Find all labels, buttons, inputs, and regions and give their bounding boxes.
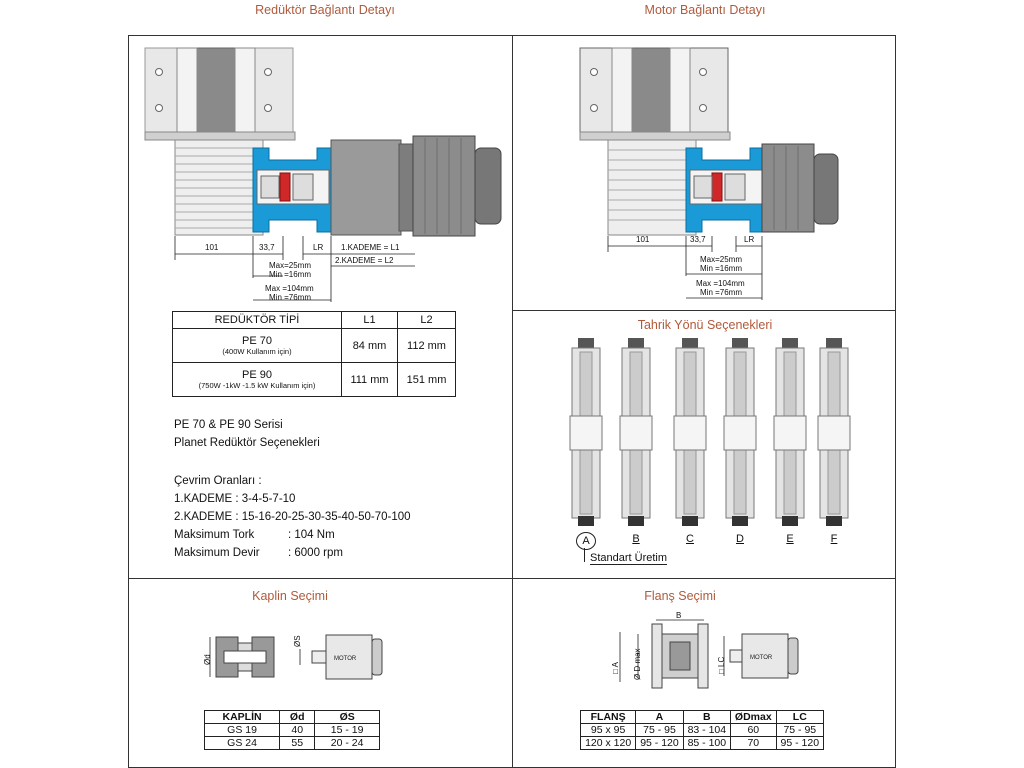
motor-dim-lr: LR xyxy=(744,235,755,244)
table-header: L1 xyxy=(342,312,398,329)
reducer-type: PE 70 xyxy=(242,335,272,347)
flange-b-label: B xyxy=(676,612,682,620)
table-header: A xyxy=(636,711,683,724)
table-cell: 70 xyxy=(731,737,777,750)
reducer-motor xyxy=(413,136,475,236)
flange-a-label: □ A xyxy=(611,662,620,674)
motor-coupling xyxy=(712,173,722,201)
reducer-drawing xyxy=(135,40,507,308)
reducer-gearbox xyxy=(331,140,401,235)
table-header: B xyxy=(683,711,730,724)
series-line-1: PE 70 & PE 90 Serisi xyxy=(174,419,283,431)
table-cell: 95 x 95 xyxy=(581,724,636,737)
dim-min16: Min =16mm xyxy=(269,270,312,279)
max-torque-value: : 104 Nm xyxy=(288,529,335,541)
max-speed-value: : 6000 rpm xyxy=(288,547,343,559)
coupling-os-label: ØS xyxy=(293,635,302,647)
drive-letter-f: F xyxy=(830,533,838,545)
dim-lr: LR xyxy=(313,243,324,252)
dim-max25: Max=25mm xyxy=(269,261,312,270)
drive-option-b xyxy=(620,338,652,526)
coupling-motor-label: MOTOR xyxy=(334,656,357,662)
max-speed-label: Maksimum Devir xyxy=(174,547,260,559)
table-cell: 83 - 104 xyxy=(683,724,730,737)
flange-drawing xyxy=(600,612,810,694)
flange-table xyxy=(580,710,824,750)
ratios-label: Çevrim Oranları : xyxy=(174,475,262,487)
table-row xyxy=(173,363,456,397)
coupling-table xyxy=(204,710,380,750)
reducer-title: Redüktör Bağlantı Detayı xyxy=(255,3,395,17)
table-row xyxy=(173,329,456,363)
motor-drawing xyxy=(570,40,850,302)
reducer-coupling xyxy=(280,173,290,201)
flange-motor-label: MOTOR xyxy=(750,655,773,661)
table-cell: 120 x 120 xyxy=(581,737,636,750)
drive-letter-d: D xyxy=(736,533,744,545)
drive-letter-c: C xyxy=(686,533,694,545)
table-cell: GS 24 xyxy=(205,737,280,750)
reducer-type: PE 90 xyxy=(242,369,272,381)
drive-letter-e: E xyxy=(786,533,794,545)
drive-option-a xyxy=(570,338,602,526)
drive-option-e xyxy=(774,338,806,526)
series-line-2: Planet Redüktör Seçenekleri xyxy=(174,437,320,449)
standard-leader-line xyxy=(584,548,585,562)
drive-letter-b: B xyxy=(632,533,640,545)
table-cell: 95 - 120 xyxy=(776,737,823,750)
ratios-stage2: 2.KADEME : 15-16-20-25-30-35-40-50-70-100 xyxy=(174,511,411,523)
drive-letter-a: A xyxy=(576,532,596,550)
dim-33-7: 33,7 xyxy=(259,243,275,252)
dim-stage1: 1.KADEME = L1 xyxy=(341,243,400,252)
dim-max104: Max =104mm xyxy=(265,284,314,293)
motor-title: Motor Bağlantı Detayı xyxy=(644,3,766,17)
flange-lc-label: □ LC xyxy=(717,656,726,674)
divider-top-bottom xyxy=(128,578,896,579)
table-header: Ød xyxy=(280,711,315,724)
table-cell: 95 - 120 xyxy=(636,737,683,750)
table-cell: 75 - 95 xyxy=(776,724,823,737)
table-cell: 55 xyxy=(280,737,315,750)
drive-option-c xyxy=(674,338,706,526)
table-header: FLANŞ xyxy=(581,711,636,724)
reducer-l2: 151 mm xyxy=(398,363,456,397)
max-torque-label: Maksimum Tork xyxy=(174,529,255,541)
drive-option-f xyxy=(818,338,850,526)
reducer-note: (400W Kullanım için) xyxy=(222,347,292,356)
table-cell: 20 - 24 xyxy=(315,737,380,750)
table-header: REDÜKTÖR TİPİ xyxy=(173,312,342,329)
reducer-l2: 112 mm xyxy=(398,329,456,363)
table-row xyxy=(581,737,824,750)
motor-dim-min16: Min =16mm xyxy=(700,264,743,273)
reducer-l1: 111 mm xyxy=(342,363,398,397)
reducer-table xyxy=(172,311,456,397)
table-cell: 60 xyxy=(731,724,777,737)
dim-min76: Min =76mm xyxy=(269,293,312,302)
standard-production-label: Standart Üretim xyxy=(590,552,668,564)
table-cell: GS 19 xyxy=(205,724,280,737)
table-header: KAPLİN xyxy=(205,711,280,724)
drive-options-drawing xyxy=(560,338,860,528)
max-torque xyxy=(174,526,411,544)
table-cell: 75 - 95 xyxy=(636,724,683,737)
divider-vertical-bottom xyxy=(512,578,513,768)
divider-motor-drive xyxy=(512,310,896,311)
motor-dim-max25: Max=25mm xyxy=(700,255,743,264)
table-cell: 40 xyxy=(280,724,315,737)
table-header: ØS xyxy=(315,711,380,724)
dim-101: 101 xyxy=(205,243,219,252)
coupling-drawing xyxy=(200,625,390,690)
table-header: ØDmax xyxy=(731,711,777,724)
drive-title: Tahrik Yönü Seçenekleri xyxy=(637,318,773,332)
table-header: LC xyxy=(776,711,823,724)
coupling-od-label: Ød xyxy=(203,654,212,665)
table-row xyxy=(205,737,380,750)
motor-dim-33-7: 33,7 xyxy=(690,235,706,244)
reducer-l1: 84 mm xyxy=(342,329,398,363)
reducer-note: (750W -1kW -1.5 kW Kullanım için) xyxy=(198,381,316,390)
motor-dim-101: 101 xyxy=(636,235,650,244)
motor-dim-min76: Min =76mm xyxy=(700,288,743,297)
table-row xyxy=(205,724,380,737)
table-cell: 15 - 19 xyxy=(315,724,380,737)
drive-option-d xyxy=(724,338,756,526)
coupling-title: Kaplin Seçimi xyxy=(252,589,328,603)
dim-stage2: 2.KADEME = L2 xyxy=(335,256,394,265)
series-notes xyxy=(174,416,320,452)
flange-d-label: Ø D max xyxy=(633,648,642,680)
divider-vertical-top xyxy=(512,35,513,578)
motor-dim-max104: Max =104mm xyxy=(696,279,745,288)
ratios-stage1: 1.KADEME : 3-4-5-7-10 xyxy=(174,493,296,505)
table-row xyxy=(581,724,824,737)
flange-title: Flanş Seçimi xyxy=(644,589,716,603)
ratio-notes xyxy=(174,472,411,562)
max-speed xyxy=(174,544,411,562)
table-header: L2 xyxy=(398,312,456,329)
table-cell: 85 - 100 xyxy=(683,737,730,750)
motor-body xyxy=(762,144,814,232)
